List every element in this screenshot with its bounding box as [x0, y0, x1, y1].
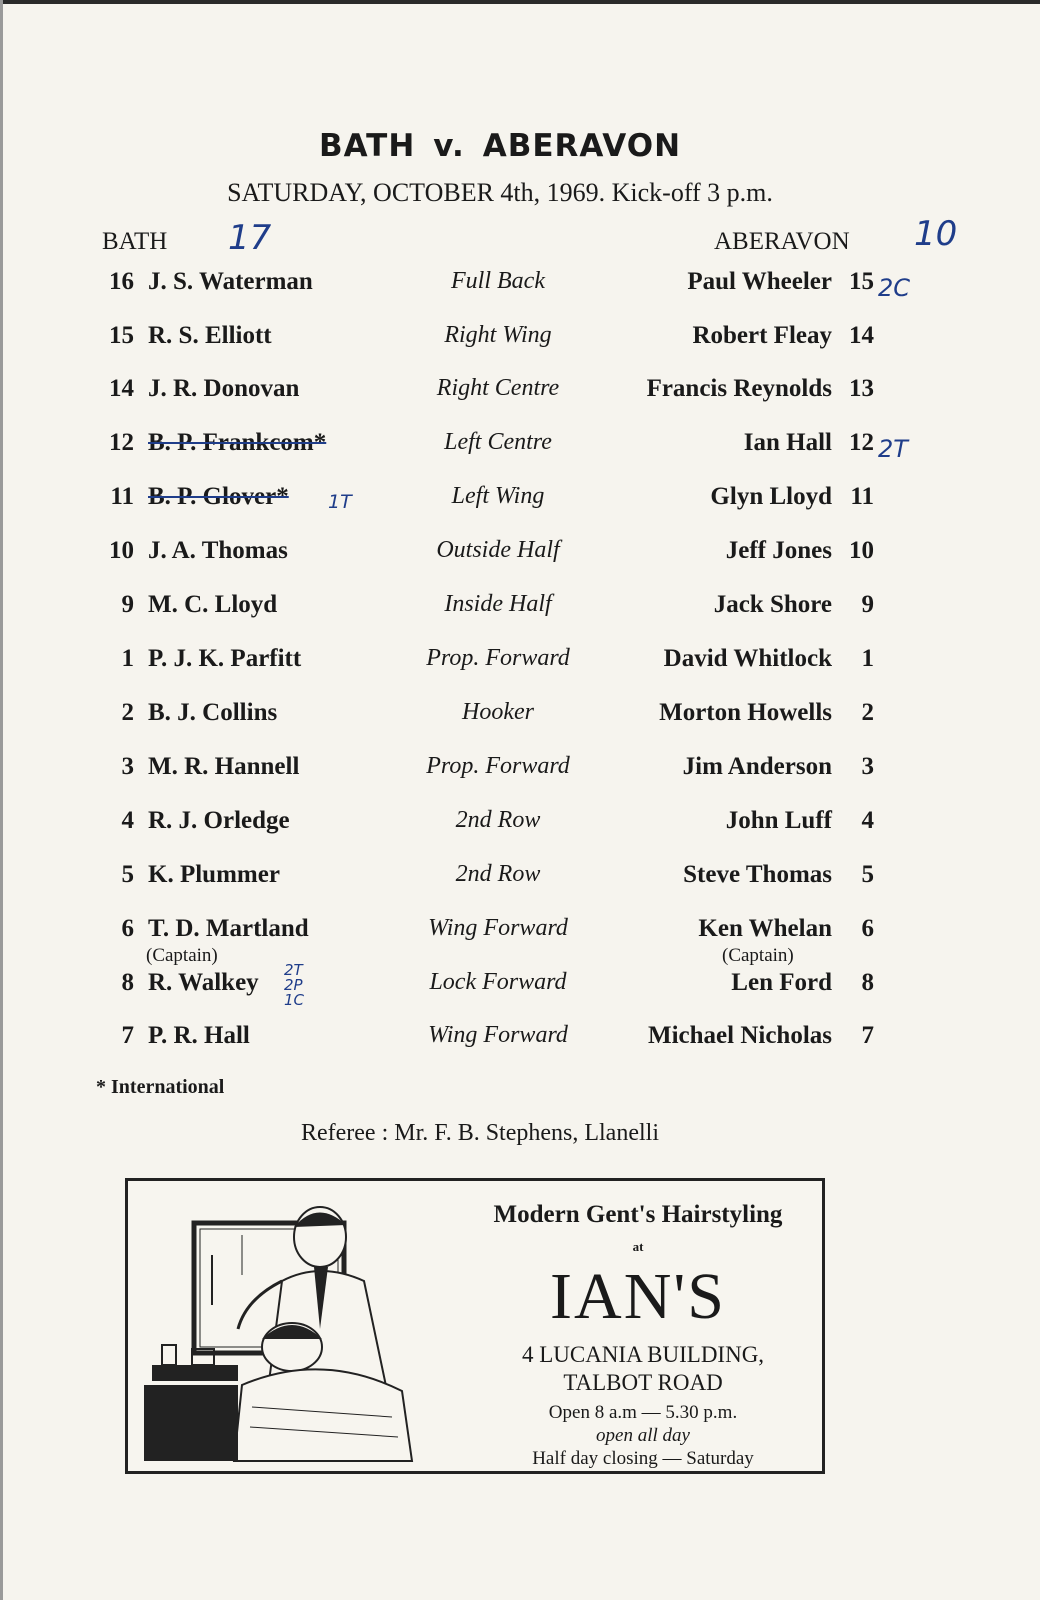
- away-player-name: Steve Thomas: [683, 861, 832, 888]
- advert-at: at: [632, 1239, 644, 1254]
- away-shirt-number: 15: [849, 268, 874, 295]
- lineup-row: [0, 753, 1040, 799]
- lineup-row: [0, 375, 1040, 421]
- position-label: Right Wing: [444, 322, 552, 348]
- opening-hours: Open 8 a.m — 5.30 p.m.: [548, 1402, 738, 1423]
- away-player-name: Robert Fleay: [692, 322, 832, 349]
- away-shirt-number: 7: [861, 1022, 874, 1049]
- away-shirt-number: 2: [861, 699, 874, 726]
- away-shirt-number: 11: [850, 483, 874, 510]
- home-player-name: R. S. Elliott: [148, 322, 272, 349]
- position-label: Wing Forward: [428, 915, 568, 941]
- position-label: 2nd Row: [455, 807, 541, 833]
- lineup-row: [0, 1022, 1040, 1068]
- away-player-name: Ken Whelan: [698, 915, 832, 942]
- home-score-note: 1T: [328, 491, 352, 513]
- position-label: Hooker: [462, 699, 534, 725]
- barber-advert: [125, 1178, 825, 1474]
- away-score-note: 2C: [878, 274, 911, 302]
- position-label: Full Back: [451, 268, 545, 294]
- away-player-name: Glyn Lloyd: [710, 483, 832, 510]
- lineup-row: [0, 429, 1040, 475]
- home-team-title: BATH: [318, 128, 416, 164]
- home-shirt-number: 5: [121, 861, 134, 888]
- position-label: Outside Half: [436, 537, 560, 563]
- match-title: [0, 128, 1000, 164]
- away-player-name: Morton Howells: [659, 699, 832, 726]
- away-player-name: Ian Hall: [743, 429, 832, 456]
- position-label: Left Centre: [444, 429, 552, 455]
- home-shirt-number: 11: [110, 483, 134, 510]
- home-shirt-number: 10: [109, 537, 134, 564]
- away-player-name: Jim Anderson: [682, 753, 832, 780]
- position-label: Inside Half: [444, 591, 552, 617]
- versus: v.: [433, 128, 465, 164]
- position-label: Prop. Forward: [426, 753, 570, 779]
- away-shirt-number: 14: [849, 322, 874, 349]
- away-shirt-number: 6: [861, 915, 874, 942]
- home-player-name: B. J. Collins: [148, 699, 278, 726]
- away-player-name: John Luff: [725, 807, 832, 834]
- lineup-row: [0, 591, 1040, 637]
- position-label: Wing Forward: [428, 1022, 568, 1048]
- home-shirt-number: 8: [121, 969, 134, 996]
- away-player-name: Michael Nicholas: [647, 1022, 832, 1049]
- away-player-name: Francis Reynolds: [646, 375, 832, 402]
- away-player-name: Paul Wheeler: [687, 268, 832, 295]
- open-all-day: open all day: [596, 1425, 690, 1446]
- home-team-heading: BATH: [102, 228, 168, 255]
- lineup-row: [0, 645, 1040, 691]
- advert-business-name: IAN'S: [550, 1260, 726, 1333]
- home-player-name: T. D. Martland: [148, 915, 309, 942]
- home-score-note: 2T 2P 1C: [284, 961, 305, 1009]
- home-player-name: J. R. Donovan: [148, 375, 300, 402]
- away-player-name: David Whitlock: [663, 645, 832, 672]
- position-label: Prop. Forward: [426, 645, 570, 671]
- away-shirt-number: 4: [861, 807, 874, 834]
- away-shirt-number: 9: [861, 591, 874, 618]
- advert-address: [458, 1341, 828, 1397]
- home-player-name: J. S. Waterman: [148, 268, 313, 295]
- home-score-handwritten: 17: [228, 218, 272, 258]
- referee-line: Referee : Mr. F. B. Stephens, Llanelli: [300, 1120, 659, 1146]
- away-shirt-number: 1: [861, 645, 874, 672]
- international-footnote: * International: [96, 1076, 225, 1098]
- home-player-name: R. J. Orledge: [148, 807, 290, 834]
- home-player-name: M. C. Lloyd: [148, 591, 278, 618]
- away-player-name: Len Ford: [731, 969, 832, 996]
- home-shirt-number: 7: [121, 1022, 134, 1049]
- position-label: 2nd Row: [455, 861, 541, 887]
- home-player-name: M. R. Hannell: [148, 753, 300, 780]
- position-label: Right Centre: [436, 375, 560, 401]
- position-label: Lock Forward: [429, 969, 567, 995]
- lineup-row: [0, 268, 1040, 314]
- home-player-name: B. P. Frankcom*: [148, 429, 327, 456]
- home-player-name: J. A. Thomas: [148, 537, 288, 564]
- home-player-name: R. Walkey: [148, 969, 259, 996]
- home-player-name: B. P. Glover*: [148, 483, 289, 510]
- home-player-name: P. J. K. Parfitt: [148, 645, 302, 672]
- position-label: Left Wing: [451, 483, 545, 509]
- home-shirt-number: 3: [121, 753, 134, 780]
- address-line-1: 4 LUCANIA BUILDING,: [521, 1342, 765, 1367]
- lineup-row: [0, 322, 1040, 368]
- address-line-2: TALBOT ROAD: [563, 1370, 723, 1395]
- away-team-heading: ABERAVON: [714, 228, 850, 255]
- lineup-row: [0, 483, 1040, 529]
- advert-hours: [458, 1401, 828, 1470]
- away-shirt-number: 3: [861, 753, 874, 780]
- away-shirt-number: 13: [849, 375, 874, 402]
- lineup-row: [0, 861, 1040, 907]
- home-shirt-number: 4: [121, 807, 134, 834]
- away-player-name: Jack Shore: [713, 591, 832, 618]
- away-team-title: ABERAVON: [482, 128, 682, 164]
- home-shirt-number: 14: [109, 375, 134, 402]
- away-score-handwritten: 10: [914, 214, 958, 254]
- home-captain-label: (Captain): [146, 945, 218, 966]
- home-player-name: P. R. Hall: [148, 1022, 250, 1049]
- home-shirt-number: 12: [109, 429, 134, 456]
- home-shirt-number: 15: [109, 322, 134, 349]
- away-score-note: 2T: [878, 435, 908, 463]
- lineup-row: [0, 961, 1040, 1015]
- home-shirt-number: 6: [121, 915, 134, 942]
- home-shirt-number: 9: [121, 591, 134, 618]
- home-shirt-number: 2: [121, 699, 134, 726]
- left-edge: [0, 0, 3, 1600]
- top-border: [0, 0, 1040, 4]
- away-captain-label: (Captain): [722, 945, 794, 966]
- away-player-name: Jeff Jones: [725, 537, 832, 564]
- advert-headline: Modern Gent's Hairstyling: [493, 1201, 783, 1228]
- half-day-closing: Half day closing — Saturday: [532, 1448, 754, 1469]
- home-shirt-number: 16: [109, 268, 134, 295]
- lineup-row: [0, 699, 1040, 745]
- match-date: SATURDAY, OCTOBER 4th, 1969. Kick-off 3 p.m.: [227, 178, 773, 207]
- lineup-row: [0, 807, 1040, 853]
- home-player-name: K. Plummer: [148, 861, 280, 888]
- home-shirt-number: 1: [121, 645, 134, 672]
- away-shirt-number: 12: [849, 429, 874, 456]
- lineup-row: [0, 915, 1040, 966]
- away-shirt-number: 10: [849, 537, 874, 564]
- lineup-row: [0, 537, 1040, 583]
- away-shirt-number: 8: [861, 969, 874, 996]
- away-shirt-number: 5: [861, 861, 874, 888]
- barber-illustration: [142, 1195, 442, 1463]
